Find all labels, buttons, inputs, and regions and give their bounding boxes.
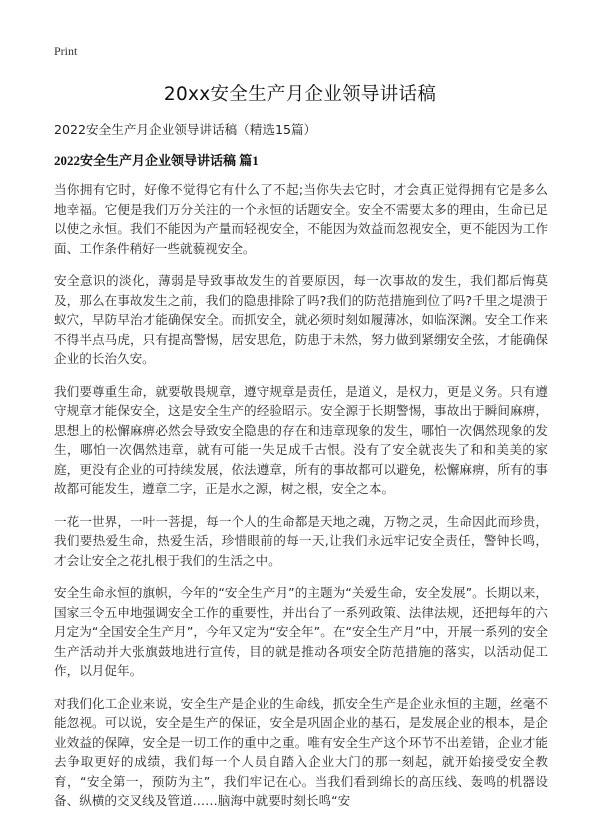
document-subtitle: 2022安全生产月企业领导讲话稿（精选15篇） [54,122,317,137]
paragraph-6: 对我们化工企业来说，安全生产是企业的生命线，抓安全生产是企业永恒的主题，丝毫不能忽视。可以说，安全是生产的保证，安全是巩固企业的基石，是发展企业的根本，是企业效益的保障，安全是一切工作的重中之重。唯有安全生产这个环节不出差错，企业才能去争取更好的成绩，我们每一个人员自踏入企业大门的那一刻起，就开始接受安全教育，“安全第一，预防为主”，我们牢记在心。当我们看到绵长的高压线、轰鸣的机器设备、纵横的交叉线及管道……脑海中就要时刻长鸣“安 [54,695,548,808]
print-link[interactable]: Print [54,44,78,58]
paragraph-4: 一花一世界，一叶一菩提，每一个人的生命都是天地之魂，万物之灵，生命因此而珍贵，我们要热爱生命，热爱生活，珍惜眼前的每一天,让我们永远牢记安全责任，警钟长鸣，才会让安全之花扎根于我们的生活之中。 [54,513,548,568]
section-heading: 2022安全生产月企业领导讲话稿 篇1 [54,153,259,168]
paragraph-2: 安全意识的淡化，薄弱是导致事故发生的首要原因，每一次事故的发生，我们都后悔莫及，那么在事故发生之前，我们的隐患排除了吗?我们的防范措施到位了吗?千里之堤溃于蚁穴，早防早治才能确保安全。而抓安全，就必须时刻如履薄冰，如临深渊。安全工作来不得半点马虎，只有提高警惕，居安思危，防患于未然，努力做到紧绷安全弦，才能确保企业的长治久安。 [54,273,548,366]
document-title: 20xx安全生产月企业领导讲话稿 [163,84,437,105]
paragraph-3: 我们要尊重生命，就要敬畏规章，遵守规章是责任，是道义，是权力，更是义务。只有遵守规章才能保安全，这是安全生产的经验昭示。安全源于长期警惕，事故出于瞬间麻痹，思想上的松懈麻痹必然会导致安全隐患的存在和违章现象的发生，哪怕一次偶然现象的发生，哪怕一次偶然违章，就有可能一失足成千古恨。没有了安全就丧失了和和美美的家庭，更没有企业的可持续发展，依法遵章，所有的事故都可以避免，松懈麻痹，所有的事故都可能发生，遵章二字，正是水之源，树之根，安全之本。 [54,383,548,496]
paragraph-5: 安全生命永恒的旗帜，今年的“安全生产月”的主题为“关爱生命，安全发展”。长期以来，国家三令五申地强调安全工作的重要性，并出台了一系列政策、法律法规，还把每年的六月定为“全国安全生产月”，今年又定为“安全年”。在“安全生产月”中，开展一系列的安全生产活动并大张旗鼓地进行宣传，目的就是推动各项安全防范措施的落实，以活动促工作，以月促年。 [54,585,548,678]
paragraph-1: 当你拥有它时，好像不觉得它有什么了不起;当你失去它时，才会真正觉得拥有它是多么地幸福。它便是我们万分关注的一个永恒的话题安全。安全不需要太多的理由，生命已足以使之永恒。我们不能因为产量而轻视安全，不能因为效益而忽视安全，更不能因为工作面、工作条件稍好一些就藐视安全。 [54,182,548,256]
article-body [54,180,548,824]
